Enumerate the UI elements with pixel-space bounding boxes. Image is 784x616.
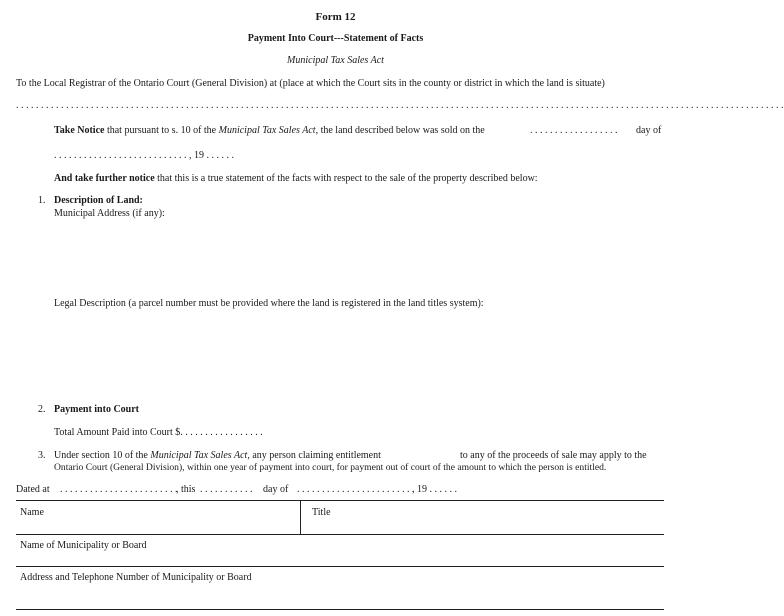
take-notice-paragraph: [54, 125, 485, 136]
dated-month-dots: . . . . . . . . . . . . . . . . . . . . . . . .: [297, 484, 415, 495]
signature-column-divider: [300, 500, 301, 534]
further-notice-paragraph: [54, 173, 538, 184]
total-amount-line: [54, 427, 263, 438]
dated-year: , 19 . . . . . .: [412, 484, 457, 495]
further-notice-lead: And take further notice: [54, 173, 155, 184]
dated-label: Dated at: [16, 484, 50, 495]
take-notice-act: Municipal Tax Sales Act,: [218, 125, 319, 136]
legal-description-label: Legal Description (a parcel number must be provided where the land is registered in the land titles system):: [54, 298, 484, 309]
section1-number: 1.: [38, 195, 46, 206]
dated-this: , this: [176, 484, 196, 495]
form-title: Payment Into Court---Statement of Facts: [247, 33, 424, 44]
dated-day-dots: . . . . . . . . . . .: [200, 484, 253, 495]
take-notice-text-a: that pursuant to s. 10 of the: [104, 125, 219, 136]
form-number: Form 12: [315, 11, 356, 23]
section1-heading: Description of Land:: [54, 195, 143, 206]
section3-line1: [54, 450, 381, 461]
dated-day-of: day of: [263, 484, 289, 495]
take-notice-text-b: the land described below was sold on the: [318, 125, 485, 136]
addressee-line: To the Local Registrar of the Ontario Court (General Division) at (place at which the Court sits in the county or district in which the land is situate): [16, 78, 605, 89]
section3-text-c: to any of the proceeds of sale may apply to the: [460, 450, 647, 461]
take-notice-lead: Take Notice: [54, 125, 105, 136]
name-row-rule: [16, 534, 664, 535]
sale-day-of: day of: [636, 125, 662, 136]
section2-number: 2.: [38, 404, 46, 415]
section3-text-b: any person claiming entitlement: [249, 450, 381, 461]
section3-line2: Ontario Court (General Division), within one year of payment into court, for payment out of court of the amount to which the person is entitled.: [54, 462, 607, 473]
municipal-address-label: Municipal Address (if any):: [54, 208, 165, 219]
total-amount-label: Total Amount Paid into Court $: [54, 427, 181, 438]
dated-place-dots: . . . . . . . . . . . . . . . . . . . . . . . .: [60, 484, 178, 495]
name-label: Name: [20, 507, 44, 518]
sale-date-dots: . . . . . . . . . . . . . . . . . .: [530, 125, 618, 136]
act-name: Municipal Tax Sales Act: [287, 55, 384, 66]
section3-number: 3.: [38, 450, 46, 461]
section3-text-a: Under section 10 of the: [54, 450, 151, 461]
addressee-dotted-fill: . . . . . . . . . . . . . . . . . . . . . . . . . . . . . . . . . . . . . . . . . . . . . . . . . . . . . . . . . . . . . . . . . . . . . . . . . . . . . . . . . . . . . . . . . . . . . . . . . . . . . . . . . . . . . . . . . . . . . . . . . . . . . . . . . . . . . . . . . . . . . . . . . . . . . . . . . .: [16, 100, 784, 111]
section3-act: Municipal Tax Sales Act,: [150, 450, 250, 461]
total-amount-dots: . . . . . . . . . . . . . . . . .: [180, 427, 263, 438]
signature-top-rule: [16, 500, 664, 501]
further-notice-text: that this is a true statement of the facts with respect to the sale of the property described below:: [154, 173, 538, 184]
municipality-row-rule: [16, 566, 664, 567]
municipality-label: Name of Municipality or Board: [20, 540, 147, 551]
address-label: Address and Telephone Number of Municipality or Board: [20, 572, 252, 583]
section2-heading: Payment into Court: [54, 404, 139, 415]
title-label: Title: [312, 507, 331, 518]
address-row-rule: [16, 609, 664, 610]
sale-year-dots: . . . . . . . . . . . . . . . . . . . . . . . . . . . , 19 . . . . . .: [54, 150, 234, 161]
